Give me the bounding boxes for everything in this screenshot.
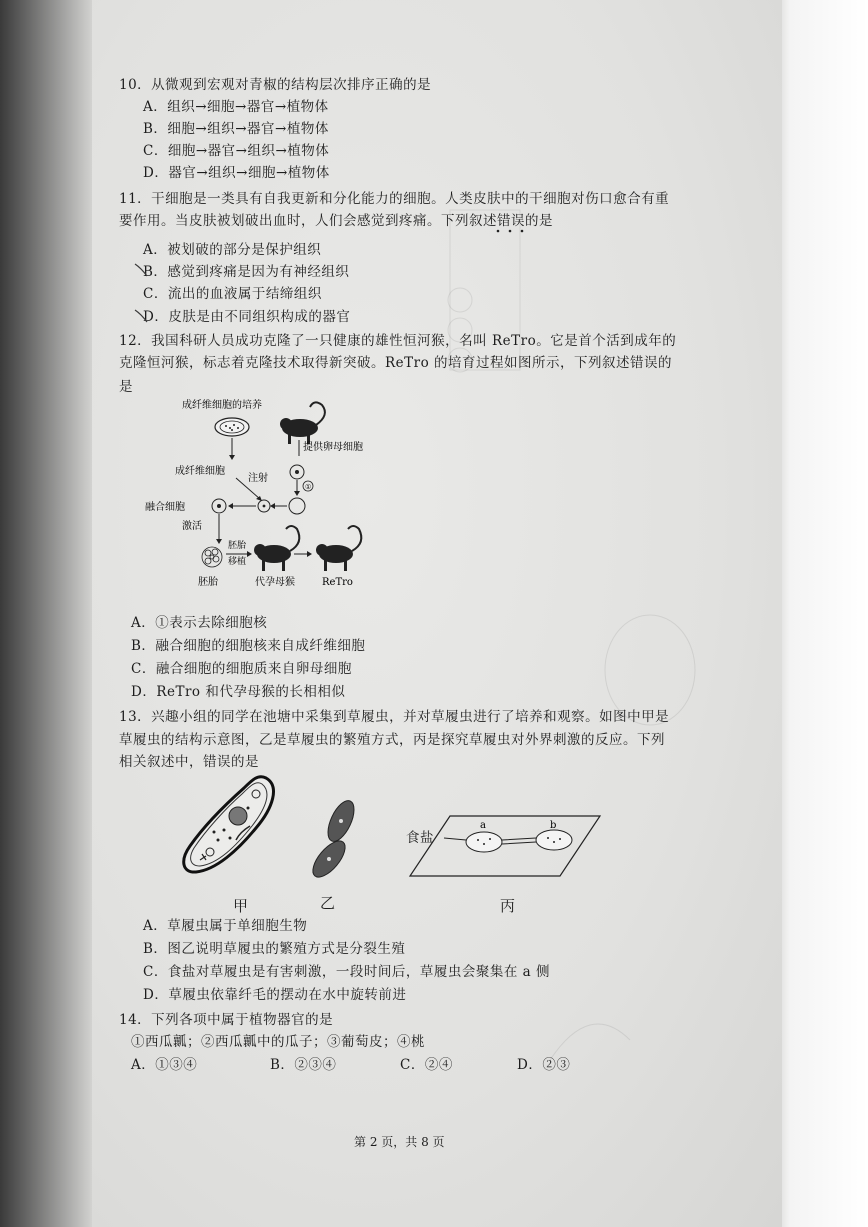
- q10-stem: 10．从微观到宏观对青椒的结构层次排序正确的是: [119, 77, 432, 93]
- q11-option-d: D．皮肤是由不同组织构成的器官: [143, 309, 351, 325]
- q12-option-a: A．①表示去除细胞核: [131, 615, 268, 631]
- q13-option-d: D．草履虫依靠纤毛的摆动在水中旋转前进: [143, 987, 407, 1003]
- q11-stem-line2: 要作用。当皮肤被划破出血时，人们会感觉到疼痛。下列叙述错误的是: [119, 213, 553, 229]
- label-donor: 提供卵母细胞: [303, 442, 363, 453]
- q10-option-b: B．细胞→组织→器官→植物体: [143, 121, 329, 137]
- q13-option-c: C．食盐对草履虫是有害刺激，一段时间后，草履虫会聚集在 a 侧: [143, 964, 550, 980]
- label-fused: 融合细胞: [145, 502, 185, 513]
- embryo-icon: [202, 547, 222, 567]
- bleed-through: [420, 60, 750, 1060]
- emphasis-dots: [492, 228, 532, 236]
- label-fibro: 成纤维细胞: [175, 466, 225, 477]
- q11-stem-line1: 11．干细胞是一类具有自我更新和分化能力的细胞。人类皮肤中的干细胞对伤口愈合有重: [119, 191, 670, 207]
- label-retro: ReTro: [322, 577, 353, 588]
- q10-option-d: D．器官→组织→细胞→植物体: [143, 165, 330, 181]
- salt-stimulus-figure: [404, 812, 604, 882]
- q10-option-a: A．组织→细胞→器官→植物体: [143, 99, 329, 115]
- label-inject: 注射: [248, 473, 268, 484]
- q12-stem-line1: 12．我国科研人员成功克隆了一只健康的雄性恒河猴，名叫 ReTro。它是首个活到成年的: [119, 333, 677, 349]
- paramecium-structure-figure: [178, 768, 288, 883]
- label-surrogate: 代孕母猴: [255, 577, 295, 588]
- q12-option-b: B．融合细胞的细胞核来自成纤维细胞: [131, 638, 366, 654]
- q14-option-b: B．②③④: [270, 1057, 337, 1073]
- q11-option-a: A．被划破的部分是保护组织: [143, 242, 322, 258]
- q11-option-c: C．流出的血液属于结缔组织: [143, 286, 322, 302]
- donor-monkey-icon: [280, 402, 325, 444]
- surrogate-monkey-icon: [254, 526, 299, 571]
- paramecium-division-figure: [305, 797, 365, 887]
- label-transfer-1: 胚胎: [228, 541, 247, 551]
- q14-stem: 14．下列各项中属于植物器官的是: [119, 1012, 334, 1028]
- label-step1: ①: [305, 483, 312, 491]
- q10-option-c: C．细胞→器官→组织→植物体: [143, 143, 330, 159]
- petri-dish-icon: [215, 418, 249, 436]
- label-transfer-2: 移植: [228, 557, 247, 567]
- q13-option-a: A．草履虫属于单细胞生物: [143, 918, 308, 934]
- cloning-diagram: [140, 392, 390, 592]
- pencil-mark-icon: [132, 258, 152, 328]
- q13-option-b: B．图乙说明草履虫的繁殖方式是分裂生殖: [143, 941, 406, 957]
- fig-label-bing: 丙: [500, 897, 516, 915]
- q12-option-c: C．融合细胞的细胞质来自卵母细胞: [131, 661, 352, 677]
- retro-monkey-icon: [316, 526, 361, 571]
- label-culture: 成纤维细胞的培养: [182, 400, 262, 411]
- label-embryo: 胚胎: [198, 577, 218, 588]
- egg-cell-icon: [290, 465, 304, 479]
- q11-option-b: B．感觉到疼痛是因为有神经组织: [143, 264, 350, 280]
- label-activate: 激活: [182, 521, 202, 532]
- fig-label-jia: 甲: [233, 897, 249, 915]
- enucleated-egg-icon: [289, 498, 305, 514]
- q14-items: ①西瓜瓤；②西瓜瓤中的瓜子；③葡萄皮；④桃: [131, 1034, 425, 1050]
- q14-option-d: D．②③: [517, 1057, 571, 1073]
- fig-label-b: b: [550, 820, 557, 831]
- fig-label-salt: 食盐: [406, 830, 434, 846]
- fig-label-yi: 乙: [320, 894, 336, 912]
- q13-stem-line2: 草履虫的结构示意图，乙是草履虫的繁殖方式，丙是探究草履虫对外界刺激的反应。下列: [119, 732, 665, 748]
- nucleus-icon: [229, 807, 247, 825]
- q14-option-c: C．②④: [400, 1057, 453, 1073]
- q12-stem-line3: 是: [119, 379, 133, 395]
- fig-label-a: a: [480, 820, 486, 831]
- q12-stem-line2: 克隆恒河猴，标志着克隆技术取得新突破。ReTro 的培育过程如图所示，下列叙述错误的: [119, 355, 673, 371]
- q12-option-d: D．ReTro 和代孕母猴的长相相似: [131, 684, 346, 700]
- page-footer: 第 2 页，共 8 页: [354, 1135, 445, 1149]
- q13-stem-line1: 13．兴趣小组的同学在池塘中采集到草履虫，并对草履虫进行了培养和观察。如图中甲是: [119, 709, 670, 725]
- q14-option-a: A．①③④: [131, 1057, 198, 1073]
- q13-stem-line3: 相关叙述中，错误的是: [119, 754, 259, 770]
